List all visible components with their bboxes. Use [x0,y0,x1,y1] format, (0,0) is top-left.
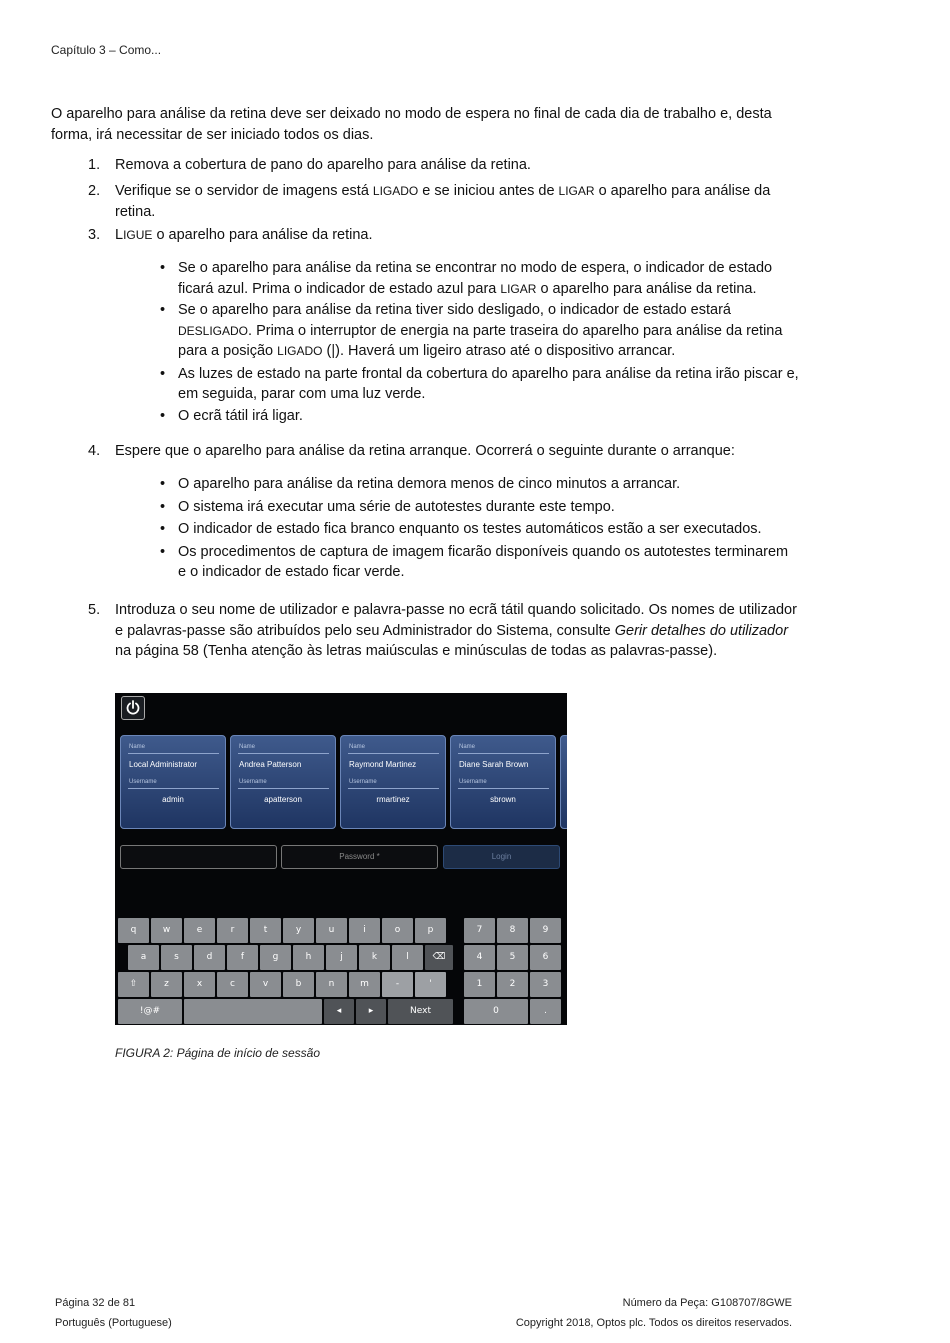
key-a[interactable]: a [128,945,159,970]
key-d[interactable]: d [194,945,225,970]
password-input[interactable]: Password * [281,845,438,869]
user-card[interactable] [230,735,336,829]
step-text: Espere que o aparelho para análise da retina arranque. Ocorrerá o seguinte durante o arranque: [115,443,735,459]
key-l[interactable]: l [392,945,423,970]
key-k[interactable]: k [359,945,390,970]
bullet-item: • Se o aparelho para análise da retina se encontrar no modo de espera, o indicador de estado ficará azul. Prima o indicador de estado azul para LIGAR o aparelho para análise da retina. [160,258,800,299]
key-0[interactable]: 0 [464,999,528,1024]
bullet-item: • As luzes de estado na parte frontal da cobertura do aparelho para análise da retina irão piscar e, em seguida, parar com uma luz verde. [160,364,800,405]
step-number: 3. [88,227,101,243]
key-symbols[interactable]: !@# [118,999,182,1024]
step-number: 5. [88,602,101,618]
name-label: Name [239,744,256,750]
step-text: Remova a cobertura de pano do aparelho para análise da retina. [115,157,531,173]
key-apostrophe[interactable]: ' [415,972,446,997]
name-label: Name [459,744,476,750]
step-number: 1. [88,157,101,173]
user-name: Raymond Martinez [349,760,417,769]
key-r[interactable]: r [217,918,248,943]
user-name: Local Administrator [129,760,198,769]
power-icon [125,700,141,716]
key-cursor-left[interactable]: ◂ [324,999,354,1024]
step-4-bullets [160,474,800,583]
key-j[interactable]: j [326,945,357,970]
bullet-item: • O sistema irá executar uma série de autotestes durante este tempo. [160,497,800,518]
key-cursor-right[interactable]: ▸ [356,999,386,1024]
key-shift[interactable]: ⇧ [118,972,149,997]
username-input[interactable] [120,845,277,869]
key-p[interactable]: p [415,918,446,943]
key-h[interactable]: h [293,945,324,970]
step-text: LIGUE o aparelho para análise da retina. [115,227,373,243]
key-t[interactable]: t [250,918,281,943]
power-button[interactable] [121,696,145,720]
user-username: rmartinez [376,795,410,804]
footer-language: Português (Portuguese) [55,1317,172,1329]
user-card[interactable] [340,735,446,829]
step-number: 2. [88,183,101,199]
key-g[interactable]: g [260,945,291,970]
key-1[interactable]: 1 [464,972,495,997]
key-space[interactable] [184,999,322,1024]
bullet-item: • O aparelho para análise da retina demora menos de cinco minutos a arrancar. [160,474,800,495]
bullet-item: • O indicador de estado fica branco enquanto os testes automáticos estão a ser executados. [160,519,800,540]
key-5[interactable]: 5 [497,945,528,970]
key-u[interactable]: u [316,918,347,943]
key-e[interactable]: e [184,918,215,943]
key-7[interactable]: 7 [464,918,495,943]
name-label: Name [349,744,366,750]
key-x[interactable]: x [184,972,215,997]
username-label: Username [129,779,157,785]
key-y[interactable]: y [283,918,314,943]
key-n[interactable]: n [316,972,347,997]
cross-reference-link[interactable]: Gerir detalhes do utilizador [614,622,789,639]
key-9[interactable]: 9 [530,918,561,943]
key-4[interactable]: 4 [464,945,495,970]
key-s[interactable]: s [161,945,192,970]
key-o[interactable]: o [382,918,413,943]
key-6[interactable]: 6 [530,945,561,970]
user-card-partial[interactable] [560,735,567,829]
name-label: Name [129,744,146,750]
key-q[interactable]: q [118,918,149,943]
step-3-bullets [160,258,800,426]
key-2[interactable]: 2 [497,972,528,997]
user-name: Andrea Patterson [239,760,302,769]
key-hyphen[interactable]: - [382,972,413,997]
key-c[interactable]: c [217,972,248,997]
page-header: Capítulo 3 – Como... [51,43,162,57]
user-username: admin [162,795,184,804]
bullet-item: • O ecrã tátil irá ligar. [160,406,800,427]
step-text: Introduza o seu nome de utilizador e palavra-passe no ecrã tátil quando solicitado. Os nomes de utilizador e palavras-passe são atribuídos pelo seu Administrador do Sistema, consulte Gerir detalhes do utilizador na página 58 (Tenha atenção às letras maiúsculas e minúsculas de todas as palavras-passe). [115,602,797,659]
login-screen-figure [115,693,567,1025]
user-card[interactable] [120,735,226,829]
footer-part-number: Número da Peça: G108707/8GWE [622,1297,792,1309]
key-backspace[interactable]: ⌫ [425,945,453,970]
login-button[interactable]: Login [443,845,560,869]
key-w[interactable]: w [151,918,182,943]
key-v[interactable]: v [250,972,281,997]
key-3[interactable]: 3 [530,972,561,997]
key-f[interactable]: f [227,945,258,970]
key-decimal[interactable]: . [530,999,561,1024]
key-z[interactable]: z [151,972,182,997]
user-card[interactable] [450,735,556,829]
key-m[interactable]: m [349,972,380,997]
user-username: apatterson [264,795,302,804]
footer-copyright: Copyright 2018, Optos plc. Todos os direitos reservados. [515,1317,792,1329]
username-label: Username [349,779,377,785]
username-label: Username [239,779,267,785]
figure-caption: FIGURA 2: Página de início de sessão [115,1046,320,1060]
footer-page-number: Página 32 de 81 [55,1297,136,1309]
key-b[interactable]: b [283,972,314,997]
user-username: sbrown [490,795,516,804]
key-8[interactable]: 8 [497,918,528,943]
intro-paragraph: O aparelho para análise da retina deve ser deixado no modo de espera no final de cada dia de trabalho e, desta forma, irá necessitar de ser iniciado todos os dias. [51,106,772,143]
username-label: Username [459,779,487,785]
bullet-item: • Se o aparelho para análise da retina tiver sido desligado, o indicador de estado estará DESLIGADO. Prima o interruptor de energia na parte traseira do aparelho para análise da retina para a posição LIGADO (|). Haverá um ligeiro atraso até o dispositivo arrancar. [160,300,800,362]
bullet-item: • Os procedimentos de captura de imagem ficarão disponíveis quando os autotestes terminarem e o indicador de estado ficar verde. [160,542,800,583]
step-number: 4. [88,443,101,459]
key-next[interactable]: Next [388,999,453,1024]
key-i[interactable]: i [349,918,380,943]
step-text: Verifique se o servidor de imagens está LIGADO e se iniciou antes de LIGAR o aparelho para análise da retina. [115,183,771,220]
user-name: Diane Sarah Brown [459,760,529,769]
